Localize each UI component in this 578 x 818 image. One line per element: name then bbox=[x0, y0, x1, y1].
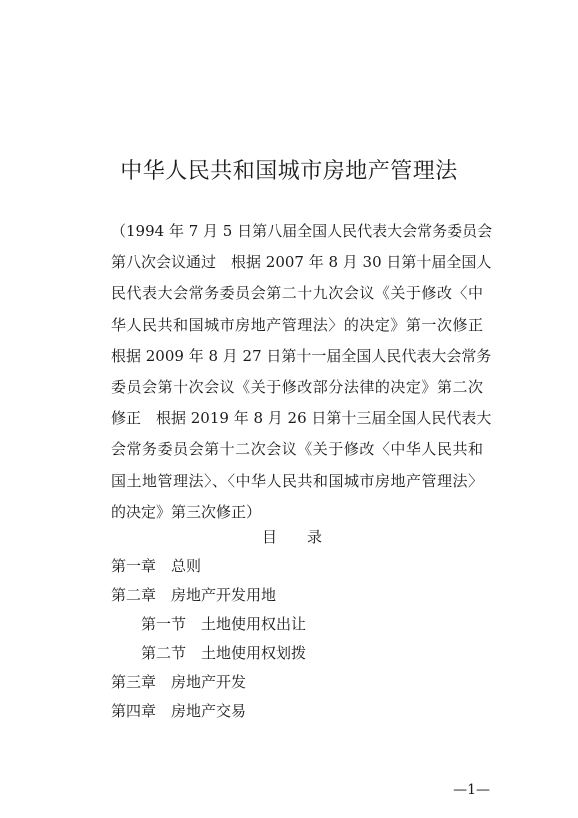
toc-item-chapter-4[interactable] bbox=[111, 697, 483, 726]
toc-item-section-2[interactable] bbox=[111, 639, 483, 668]
preamble-line: 根据 2009 年 8 月 27 日第十一届全国人民代表大会常务 bbox=[111, 346, 492, 365]
document-title: 中华人民共和国城市房地产管理法 bbox=[120, 159, 458, 184]
toc-item-number: 第二章 bbox=[111, 586, 157, 604]
toc-item-label: 土地使用权划拨 bbox=[201, 644, 307, 662]
toc-item-number: 第二节 bbox=[141, 644, 187, 662]
preamble-line: 民代表大会常务委员会第二十九次会议《关于修改〈中 bbox=[111, 284, 483, 303]
toc-heading-char: 录 bbox=[307, 528, 323, 546]
toc-item-label: 房地产开发用地 bbox=[171, 586, 277, 604]
preamble-line: 华人民共和国城市房地产管理法〉的决定》第一次修正 bbox=[111, 315, 483, 334]
preamble-line: 修正 根据 2019 年 8 月 26 日第十三届全国人民代表大 bbox=[111, 409, 492, 428]
toc-item-label: 房地产开发 bbox=[171, 673, 247, 691]
preamble-line: 委员会第十次会议《关于修改部分法律的决定》第二次 bbox=[111, 377, 483, 396]
toc-heading bbox=[262, 527, 322, 547]
page-number: —1— bbox=[453, 782, 490, 798]
toc-item-label: 总则 bbox=[171, 557, 202, 575]
toc-item-number: 第三章 bbox=[111, 673, 157, 691]
toc-item-chapter-1[interactable] bbox=[111, 552, 483, 581]
toc-item-number: 第一节 bbox=[141, 615, 187, 633]
toc-item-number: 第四章 bbox=[111, 702, 157, 720]
table-of-contents bbox=[111, 552, 483, 726]
toc-item-chapter-3[interactable] bbox=[111, 668, 483, 697]
preamble bbox=[111, 216, 493, 528]
preamble-line: 的决定》第三次修正） bbox=[111, 502, 262, 521]
preamble-line: 会常务委员会第十二次会议《关于修改〈中华人民共和 bbox=[111, 440, 483, 459]
toc-item-chapter-2[interactable] bbox=[111, 581, 483, 610]
toc-item-label: 房地产交易 bbox=[171, 702, 247, 720]
toc-item-section-1[interactable] bbox=[111, 610, 483, 639]
preamble-line: 国土地管理法〉、〈中华人民共和国城市房地产管理法〉 bbox=[111, 471, 483, 490]
toc-heading-char: 目 bbox=[262, 528, 278, 546]
toc-item-label: 土地使用权出让 bbox=[201, 615, 307, 633]
toc-item-number: 第一章 bbox=[111, 557, 157, 575]
preamble-line: 第八次会议通过 根据 2007 年 8 月 30 日第十届全国人 bbox=[111, 253, 492, 272]
preamble-line: （1994 年 7 月 5 日第八届全国人民代表大会常务委员会 bbox=[111, 222, 493, 240]
